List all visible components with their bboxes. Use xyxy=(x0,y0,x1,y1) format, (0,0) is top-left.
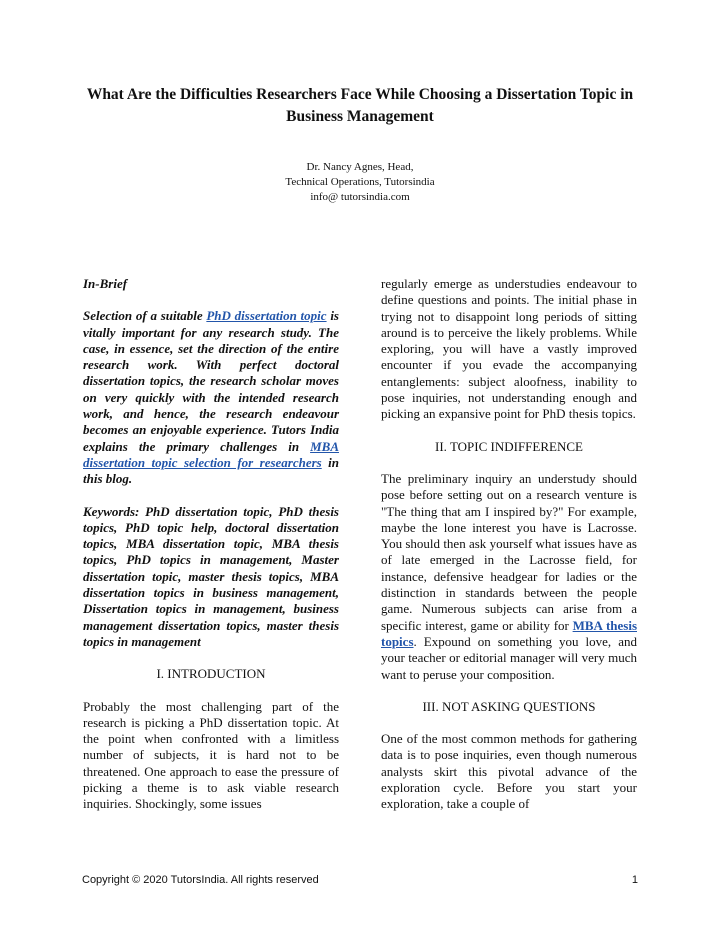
topic-indifference-paragraph: The preliminary inquiry an understudy should pose before setting out on a research venture is "The thing that am I inspired by?" For example, maybe the lone interest you have is Lacrosse. You should then ask yourself what issues have as of late emerged in the Lacrosse field, for instance, defensive headgear for ladies or the distinction in standards between the people game. Numerous subjects can arise from a specific interest, game or ability for MBA thesis topics. Expound on something you love, and your teacher or editorial manager will very much want to peruse your composition. xyxy=(381,470,637,682)
intro-paragraph: Probably the most challenging part of the research is picking a PhD dissertation topic. At the point when confronted with a limitless number of subjects, it is hard not to be threatened. One approach to ease the pressure of picking a theme is to ask viable research inquiries. Shockingly, some issues xyxy=(83,698,339,812)
author-affiliation: Technical Operations, Tutorsindia xyxy=(285,176,435,188)
author-name: Dr. Nancy Agnes, Head, xyxy=(306,161,414,173)
intro-continued-paragraph: regularly emerge as understudies endeavour to define questions and points. The initial phase in trying not to disappoint long periods of sitting around is to perceive the likely problems. While exploring, you will have a vastly improved encounter if you evade the accompanying entanglements: subject aloofness, inability to pose inquiries, not understanding enough and picking an expansive point for PhD thesis topics. xyxy=(381,276,637,422)
right-column xyxy=(381,276,637,813)
page-number: 1 xyxy=(631,874,638,886)
topic-indifference-heading: II. TOPIC INDIFFERENCE xyxy=(435,438,583,454)
not-asking-questions-heading: III. NOT ASKING QUESTIONS xyxy=(422,698,596,714)
left-column xyxy=(83,276,339,813)
author-block xyxy=(160,160,560,205)
document-title: What Are the Difficulties Researchers Face While Choosing a Dissertation Topic in Business Management xyxy=(86,86,634,125)
page-footer xyxy=(82,874,638,886)
copyright-text: Copyright © 2020 TutorsIndia. All rights reserved xyxy=(82,874,319,886)
not-asking-questions-paragraph: One of the most common methods for gathering data is to pose inquiries, even though numerous analysts skirt this pivotal advance of the exploration cycle. Before you start your exploration, take a couple of xyxy=(381,731,637,812)
intro-heading: I. INTRODUCTION xyxy=(156,666,266,682)
brief-heading: In-Brief xyxy=(83,276,128,291)
mba-dissertation-topic-link[interactable]: MBA dissertation topic selection for researchers xyxy=(83,438,339,470)
author-email: info@ tutorsindia.com xyxy=(310,191,410,203)
keywords-paragraph: Keywords: PhD dissertation topic, PhD thesis topics, PhD topic help, doctoral dissertation topics, MBA dissertation topic, MBA thesis topics, PhD topics in management, Master dissertation topic, master thesis topics, MBA dissertation topics in business management, Dissertation topics in management, business management dissertation topics, master thesis topics in management xyxy=(83,503,339,649)
phd-dissertation-topic-link[interactable]: PhD dissertation topic xyxy=(206,308,327,324)
brief-paragraph: Selection of a suitable PhD dissertation topic is vitally important for any research study. The case, in essence, set the direction of the entire research work. With perfect doctoral dissertation topics, the research scholar moves on very quickly with the intended research work, and hence, the research endeavour becomes an enjoyable experience. Tutors India explains the primary challenges in MBA dissertation topic selection for researchers in this blog. xyxy=(83,308,339,487)
mba-thesis-topics-link[interactable]: MBA thesis topics xyxy=(381,617,637,649)
